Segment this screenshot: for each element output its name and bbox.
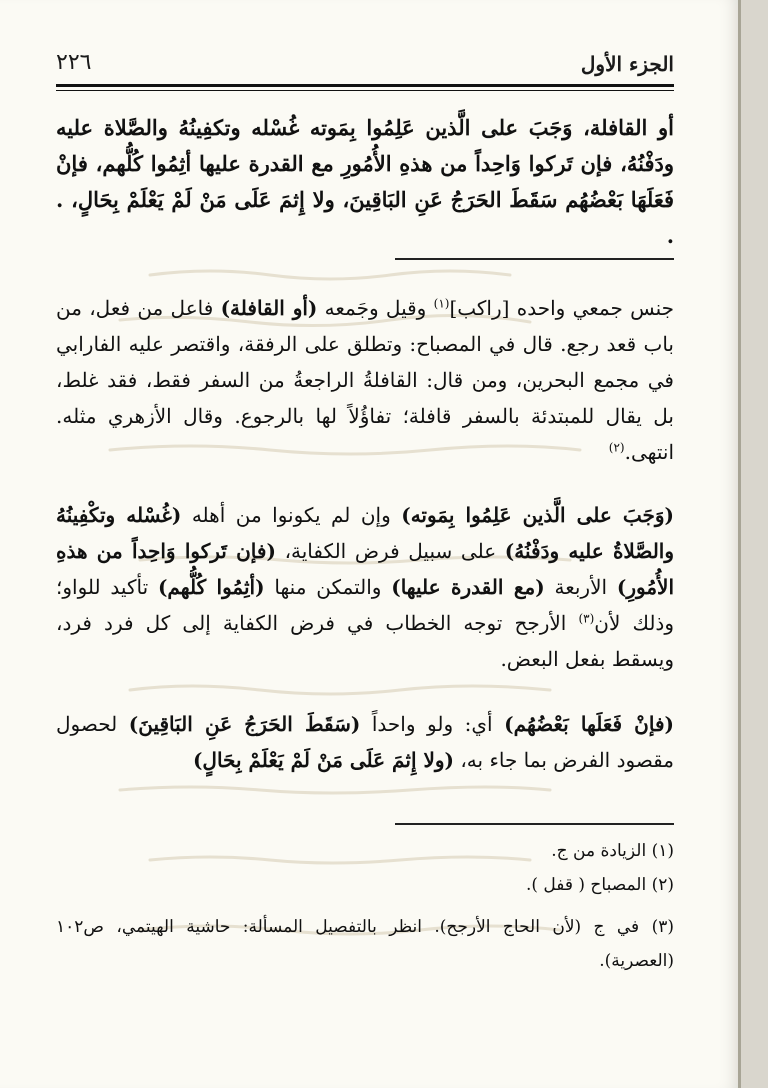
quoted-matn: (أو القافلة) <box>220 296 318 320</box>
quoted-matn: (أثِمُوا كُلُّهم) <box>157 575 265 599</box>
text-run: والتمكن منها <box>264 575 392 599</box>
footnote-ref: (١) <box>433 296 450 311</box>
page-number: ٢٢٦ <box>56 50 92 75</box>
section-separator <box>395 258 674 260</box>
quoted-matn: (مع القدرة عليها) <box>391 575 545 599</box>
footnote-ref: (٢) <box>608 440 625 455</box>
quoted-matn: (سَقَطَ الحَرَجُ عَنِ البَاقِينَ) <box>128 712 361 736</box>
commentary-paragraph-1 <box>56 290 674 470</box>
footnote: (١) الزيادة من ج. <box>551 841 674 861</box>
footnote: (٣) في ج (لأن الحاج الأرجح). انظر بالتفصيل المسألة: حاشية الهيتمي، ص١٠٢ (العصرية). <box>56 917 674 971</box>
text-run: الأربعة <box>544 575 617 599</box>
text-run: فاعل من فعل، من باب قعد رجع. قال في المصباح: وتطلق على الرفقة، واقتصر عليه الفارابي في مجمع البحرين، ومن قال: القافلةُ الراجعةُ من السفر فقط، فقد غلط، بل يقال للمبتدئة بالسفر قافلة؛ تفاؤُلاً لها بالرجوع. وقال الأزهري مثله. انتهى. <box>56 296 674 464</box>
volume-title: الجزء الأول <box>580 52 674 76</box>
text-run: لحصول مقصود الفرض بما جاء به، <box>56 712 674 772</box>
quoted-matn: (وَجَبَ على الَّذين عَلِمُوا بِمَوته) <box>401 503 675 527</box>
text-run: تأكيد للواو؛ وذلك لأن <box>56 575 674 635</box>
footnote-ref: (٣) <box>578 611 595 626</box>
quoted-matn: (غُسْله وتكْفِينُهُ والصَّلاةُ عليه ودَفْنُهُ) <box>56 503 675 563</box>
text-run: وقيل وجَمعه <box>317 296 434 320</box>
text-run: أي: ولو واحداً <box>360 712 505 736</box>
quoted-matn: (فإنْ فَعَلَها بَعْضُهُم) <box>504 712 674 736</box>
header-rule-thick <box>56 84 674 87</box>
header-rule-thin <box>56 90 674 91</box>
running-header <box>56 46 674 86</box>
commentary-paragraph-2 <box>56 497 674 677</box>
matn-text: أو القافلة، وَجَبَ على الَّذين عَلِمُوا بِمَوته غُسْله وتكفِينُهُ والصَّلاة عليه ودَفْنُهُ، فإن تَركوا وَاحِداً من هذهِ الأُمُورِ مع القدرة عليها أثِمُوا كُلُّهم، فإنْ فَعَلَهَا بَعْضُهُم سَقَطَ الحَرَجُ عَنِ البَاقِينَ، ولا إِثمَ عَلَى مَنْ لَمْ يَعْلَمْ بِحَالٍ، . . <box>56 115 674 248</box>
quoted-matn: (ولا إِثمَ عَلَى مَنْ لَمْ يَعْلَمْ بِحَالٍ) <box>192 748 454 772</box>
text-run: على سبيل فرض الكفاية، <box>275 539 505 563</box>
footnote: (٢) المصباح ( قفل ). <box>525 875 674 895</box>
commentary-paragraph-3 <box>56 706 674 778</box>
footnote-separator <box>395 823 674 825</box>
text-run: جنس جمعي واحده [راكب] <box>449 296 674 320</box>
footnotes <box>56 834 674 978</box>
quoted-matn: (فإن تَركوا وَاحِداً من هذهِ الأُمُورِ) <box>56 539 675 599</box>
text-run: وإن لم يكونوا من أهله <box>181 503 402 527</box>
text-run: الأرجح توجه الخطاب في فرض الكفاية إلى كل فرد فرد، ويسقط بفعل البعض. <box>56 611 674 671</box>
